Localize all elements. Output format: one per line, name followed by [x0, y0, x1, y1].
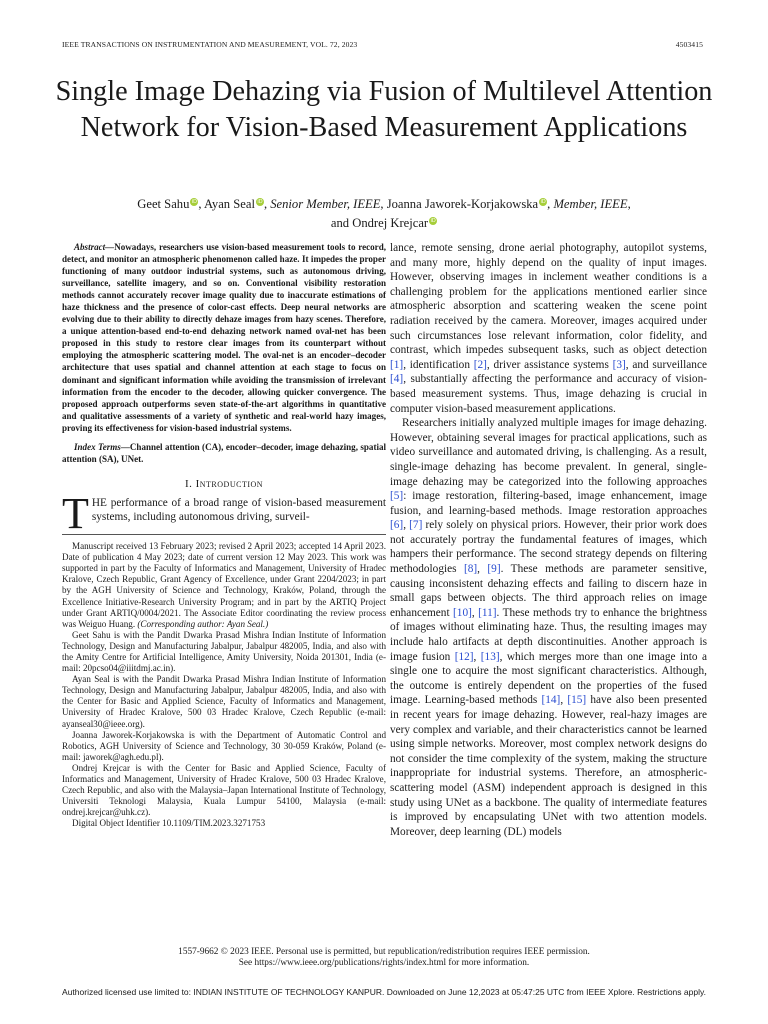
footnote-krejcar: Ondrej Krejcar is with the Center for Basic and Applied Science, Faculty of Informatics and Management, University of Hradec Kralove, 500 03 Hradec Kralove, Czech Republic, and also with the Malaysia–Japan International Institute of Technology, Universiti Teknologi Malaysia, Kuala Lumpur 54100, Malaysia (e-mail: ondrej.krejcar@uhk.cz). [62, 762, 386, 818]
footnote-text: Manuscript received 13 February 2023; revised 2 April 2023; accepted 14 April 2023. Date of publication 4 May 2023; date of current version 12 May 2023. This work was supported in part by the Faculty of Informatics and Management, University of Hradec Kralove, Czech Republic, Grant Agency of Excellence, under Grant 2204/2023; in part by the AGH University of Science and Technology, Kraków, Poland, through the Excellence Initiative-Research University Program; and in part by the ARTIQ Project under Grant ARTIQ/0004/2021. The Associate Editor coordinating the review process was Weiguo Huang. [62, 541, 386, 629]
index-terms [62, 441, 386, 465]
copyright-rights-link[interactable]: See https://www.ieee.org/publications/rights/index.html for more information. [238, 958, 530, 968]
citation-link[interactable]: [5] [390, 490, 404, 503]
author-list: Geet Sahu iD, Ayan Seal iD, Senior Member, IEEE, Joanna Jaworek-Korjakowska iD, Member, IEEE, and Ondrej Krejcar iD [137, 197, 631, 230]
body-text: , substantially affecting the performance and accuracy of vision-based measurement systems. Thus, image dehazing is crucial in computer vision-based measurement applications. [390, 373, 707, 415]
body-text: . These methods are parameter sensitive, causing inconsistent dehazing effects and failing to discern haze in small gaps between objects. The third approach relies on image enhancement [390, 563, 707, 619]
article-number: 4503415 [675, 40, 703, 49]
citation-link[interactable]: [12] [454, 650, 474, 663]
author-conjunction: and [330, 216, 350, 230]
body-paragraph-2 [390, 416, 707, 839]
citation-link[interactable]: [11] [478, 606, 497, 619]
abstract-text: Nowadays, researchers use vision-based measurement tools to record, detect, and monitor an atmospheric phenomenon called haze. It impedes the proper functioning of many outdoor industrial systems, such as autonomous driving, surveillance, satellite imagery, and so on. Conventional visibility restoration methods cannot accurately recover image quality due to inaccurate estimations of haze thickness and the presence of color-cast effects. Deep neural networks are evolving due to their ability to directly dehaze images from hazy scenes. Therefore, a unique attention-based end-to-end dehazing network named oval-net has been proposed in this study to restore clear images from its counterpart without employing the atmospheric scattering model. The oval-net is an encoder–decoder architecture that uses spatial and channel attention at each stage to focus on dominant and significant information while avoiding the transmission of irrelevant information from the encoder to the decoder, allowing quicker convergence. The proposed approach outperforms seven state-of-the-art algorithms in quantitative and qualitative assessments of a variety of synthetic and real-world hazy images, proving its effectiveness for vision-based industrial systems. [62, 242, 386, 433]
footnote-doi: Digital Object Identifier 10.1109/TIM.2023.3271753 [72, 818, 266, 829]
author-name: Joanna Jaworek-Korjakowska [386, 197, 539, 211]
body-text: Researchers initially analyzed multiple images for image dehazing. However, obtaining several images for practical applications, such as video surveillance and automated driving, is challenging. As a result, single-image dehazing has become prevalent. In general, single-image dehazing may be categorized into the following approaches [390, 417, 707, 488]
intro-text: HE performance of a broad range of vision-based measurement systems, including autonomous driving, surveil- [91, 496, 386, 524]
author-name: Ayan Seal [203, 197, 255, 211]
footnote-manuscript [62, 541, 386, 630]
copyright-line: 1557-9662 © 2023 IEEE. Personal use is permitted, but republication/redistribution requires IEEE permission. [178, 947, 590, 957]
orcid-icon[interactable]: iD [430, 218, 436, 224]
body-text: , which merges more than one image into a single one to acquire the most significant characteristics. Although, the outcome is entirely dependent on the properties of the fused image. Learning-based methods [390, 650, 707, 707]
orcid-icon[interactable]: iD [191, 199, 197, 205]
drop-cap: T [62, 488, 89, 538]
footnote-seal: Ayan Seal is with the Pandit Dwarka Prasad Mishra Indian Institute of Information Technology, Design and Manufacturing Jabalpur, Jabalpur 482005, India, and also with the Center for Basic and Applied Science, Faculty of Informatics and Management, University of Hradec Kralove, 500 03 Hradec Kralove, Czech Republic (e-mail: ayanseal30@ieee.org). [62, 674, 386, 729]
section-number: I. [184, 477, 193, 490]
citation-link[interactable]: [13] [480, 650, 500, 663]
citation-link[interactable]: [7] [409, 519, 423, 532]
author-name: Ondrej Krejcar [352, 216, 429, 230]
intro-paragraph [62, 488, 386, 538]
footnote-divider [62, 534, 386, 535]
citation-link[interactable]: [15] [567, 694, 587, 707]
body-text: , [403, 519, 410, 532]
body-text: , and surveillance [625, 358, 707, 371]
citation-link[interactable]: [9] [487, 563, 501, 576]
citation-link[interactable]: [3] [612, 358, 626, 371]
abstract [62, 241, 386, 434]
body-text: have also been presented in recent years for image dehazing. However, real-hazy images are very complex and variable, and their characteristics cannot be learned using simple networks. Moreover, most complex network designs do not consider the time complexity of the system, making the structure inappropriate for industrial systems. Therefore, an atmospheric-scattering model (ASM) independent approach is designed in this study using UNet as a backbone. The quality of intermediate features is improved by encapsulating UNet with two attention models. Moreover, deep learning (DL) models [390, 694, 707, 838]
body-text: , [471, 606, 479, 619]
corresponding-author: (Corresponding author: Ayan Seal.) [137, 618, 269, 629]
citation-link[interactable]: [1] [390, 358, 404, 371]
citation-link[interactable]: [2] [473, 358, 487, 371]
author-membership: Member, IEEE [553, 197, 628, 211]
copyright-notice [60, 947, 708, 969]
body-text: , identification [403, 358, 474, 371]
citation-link[interactable]: [10] [453, 606, 472, 619]
body-text: , driver assistance systems [486, 358, 613, 371]
body-text: , [473, 650, 481, 663]
citation-link[interactable]: [14] [541, 694, 561, 707]
orcid-icon[interactable]: iD [540, 199, 546, 205]
author-membership: Senior Member, IEEE [270, 197, 381, 211]
body-text: lance, remote sensing, drone aerial photography, autopilot systems, and many more, highly depend on the quality of input images. However, observing images in inclement weather conditions is a challenging problem for the applications mentioned earlier since atmospheric absorption and scattering weaken the scene point radiation received by the camera. Moreover, images acquired under such circumstances lose relevant information, color fidelity, and contrast, which impedes subsequent tasks, such as object detection [390, 242, 707, 357]
abstract-label: Abstract— [74, 242, 115, 252]
citation-link[interactable]: [8] [463, 563, 478, 576]
body-text: , [560, 694, 568, 707]
license-notice: Authorized licensed use limited to: INDIAN INSTITUTE OF TECHNOLOGY KANPUR. Downloaded on June 12,2023 at 05:47:25 UTC from IEEE Xplore. Restrictions apply. [62, 987, 706, 997]
body-text: . These methods try to enhance the brightness of images without eliminating haze. Thus, the resulting images may include halo artifacts at depth discontinuities. Another approach is image fusion [390, 606, 707, 663]
footnote-jaworek: Joanna Jaworek-Korjakowska is with the Department of Automatic Control and Robotics, AGH University of Science and Technology, 30 30-059 Kraków, Poland (e-mail: jaworek@agh.edu.pl). [62, 729, 386, 762]
orcid-icon[interactable]: iD [257, 199, 263, 205]
body-text: : image restoration, filtering-based, image enhancement, image fusion, and learning-based methods. Image restoration approaches [390, 490, 707, 517]
right-column [390, 241, 707, 839]
paper-title: Single Image Dehazing via Fusion of Multilevel Attention Network for Vision-Based Measurement Applications [55, 76, 713, 143]
body-text: rely solely on physical priors. However, their prior work does not accurately portray the fundamental features of images, which hampers their performance. The second strategy depends on filtering methodologies [390, 519, 707, 576]
index-terms-label: Index Terms— [74, 441, 130, 452]
index-terms-text: Channel attention (CA), encoder–decoder, image dehazing, spatial attention (SA), UNet. [62, 441, 387, 464]
citation-link[interactable]: [6] [390, 519, 404, 532]
section-heading [62, 478, 386, 490]
body-paragraph-1 [390, 241, 707, 416]
footnote-sahu: Geet Sahu is with the Pandit Dwarka Prasad Mishra Indian Institute of Information Technology, Design and Manufacturing Jabalpur, Jabalpur 482005, India, and also with the Amity Centre for Artificial Intelligence, Amity University, Noida 201301, India (e-mail: 20pcso04@iiitdmj.ac.in). [62, 629, 386, 674]
left-column [62, 241, 386, 829]
author-name: Geet Sahu [137, 197, 190, 211]
citation-link[interactable]: [4] [390, 373, 404, 386]
section-title: Introduction [195, 477, 264, 490]
body-text: , [477, 563, 488, 576]
running-header: IEEE TRANSACTIONS ON INSTRUMENTATION AND MEASUREMENT, VOL. 72, 2023 [62, 40, 358, 49]
